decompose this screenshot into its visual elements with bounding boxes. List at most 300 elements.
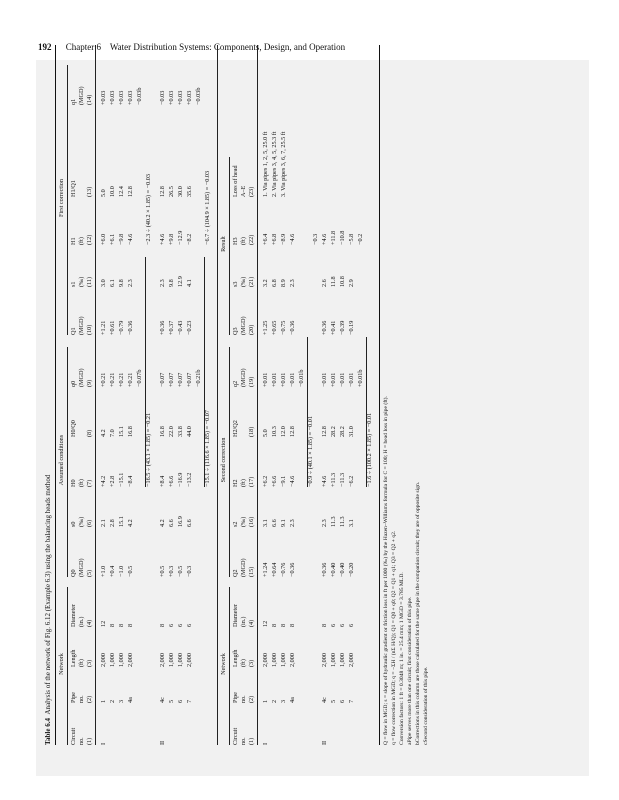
s2-col-number: (3) <box>248 659 255 667</box>
s1-group-header: Network <box>58 653 65 675</box>
s2-col-number: (1) <box>248 737 255 745</box>
s1-cell-note: −0.07b <box>136 369 143 387</box>
s2-cell: +0.01 <box>280 372 287 387</box>
s1-col-number: (2) <box>86 695 93 703</box>
s1-cell: 15.1 <box>118 516 125 527</box>
s1-cell: −16.9 <box>177 472 184 487</box>
s2-cell: 12.0 <box>280 426 287 437</box>
s1-cell: +0.21 <box>100 372 107 387</box>
s1-sum-rule <box>204 257 205 487</box>
s2-cell: −0.40 <box>339 562 346 577</box>
s1-cell: 8 <box>159 623 166 627</box>
s1-cell: 4.2 <box>127 519 134 527</box>
s1-col-number: (10) <box>86 324 93 335</box>
s1-cell: −0.3 <box>186 565 193 577</box>
s1-col-header: (ft) <box>78 237 85 245</box>
s1-col-header: Circuit <box>70 727 77 745</box>
s1-col-header: no. <box>78 695 85 703</box>
s1-cell: +0.61 <box>109 320 116 335</box>
s1-cell: −8.2 <box>186 233 193 245</box>
s1-cell: −0.5 <box>127 565 134 577</box>
s1-group-header: Assumed conditions <box>58 434 65 486</box>
s1-col-number: (1) <box>86 737 93 745</box>
s1-col-number: (4) <box>86 619 93 627</box>
s1-cell: +0.36 <box>159 320 166 335</box>
s2-group-rule <box>229 157 230 335</box>
s2-col-header: (MGD) <box>240 558 247 577</box>
s2-cell: 12 <box>262 620 269 627</box>
s2-cell-note: +0.01b <box>357 369 364 387</box>
s1-col-number: (9) <box>86 379 93 387</box>
s2-end-rule <box>379 45 380 745</box>
s2-cell: 3.2 <box>262 279 269 287</box>
s2-cell: 1,000 <box>280 653 287 667</box>
s2-col-header: (ft) <box>240 479 247 487</box>
s2-cell: +0.36 <box>321 320 328 335</box>
s2-cell: −5.8 <box>348 233 355 245</box>
s2-cell: 6 <box>339 699 346 703</box>
s2-cell: +0.65 <box>271 320 278 335</box>
s2-cell: −0.3 <box>312 233 319 245</box>
s1-cell: 2.3 <box>159 279 166 287</box>
s1-cell: 5.0 <box>100 189 107 197</box>
s1-cell: +6.6 <box>168 475 175 487</box>
s1-col-header: Q0 <box>70 569 77 577</box>
s2-cell: 2.3 <box>321 519 328 527</box>
s2-cell: −0.20 <box>348 562 355 577</box>
s1-cell: 6 <box>186 623 193 627</box>
s2-group-header: Network <box>220 653 227 675</box>
s2-col-header: (ft) <box>240 659 247 667</box>
s1-cell: 6 <box>168 623 175 627</box>
s1-cell: 2,000 <box>100 653 107 667</box>
s2-cell: 12.8 <box>289 426 296 437</box>
s2-col-number: (2) <box>248 695 255 703</box>
s1-cell: 8 <box>109 623 116 627</box>
s2-col-header: no. <box>240 737 247 745</box>
s2-col-header: H2/Q2 <box>232 420 239 437</box>
s2-cell: 10.8 <box>339 276 346 287</box>
s2-cell: −0.01 <box>321 372 328 387</box>
s2-cell: 1. Via pipes 1, 2, 5, 25.0 ft <box>262 131 269 197</box>
s2-cell: 31.0 <box>348 426 355 437</box>
s1-col-number: (3) <box>86 659 93 667</box>
s1-cell: 4.2 <box>159 519 166 527</box>
s1-group-rule <box>67 347 68 577</box>
s1-col-number: (7) <box>86 479 93 487</box>
s2-header-rule <box>257 45 258 745</box>
s1-cell: +0.21 <box>118 372 125 387</box>
s1-cell: 1,000 <box>109 653 116 667</box>
s2-group-header: Second correction <box>220 437 227 483</box>
s1-cell: 1,000 <box>118 653 125 667</box>
s1-header-rule <box>95 45 96 745</box>
s1-cell-note: −0.03b <box>195 87 202 105</box>
s1-cell: 3 <box>118 699 125 703</box>
s2-cell: +4.6 <box>321 475 328 487</box>
s2-cell: 11.3 <box>339 516 346 527</box>
s1-cell: +0.4 <box>109 565 116 577</box>
s2-cell: 2,000 <box>348 653 355 667</box>
s2-cell: −0.36 <box>289 320 296 335</box>
s1-cell: 10.0 <box>109 186 116 197</box>
s1-sum: −16.5 ÷ (43.1 × 1.85) = −0.21 <box>145 412 152 487</box>
table-footnote: bCorrections in this column are those calculated for the same pipe in the companion circuit; they are of opposite sign. <box>415 481 421 745</box>
s1-cell: −0.03 <box>159 90 166 105</box>
s1-cell: 2.3 <box>127 279 134 287</box>
s2-cell: 2.3 <box>289 279 296 287</box>
s2-col-header: (MGD) <box>240 368 247 387</box>
s2-cell: 6 <box>348 623 355 627</box>
s1-cell: 6 <box>177 623 184 627</box>
s2-cell: 1,000 <box>339 653 346 667</box>
s1-cell: +9.8 <box>168 233 175 245</box>
s2-col-header: (in.) <box>240 616 247 627</box>
s2-col-header: (MGD) <box>240 316 247 335</box>
s1-cell: +4.2 <box>100 475 107 487</box>
s2-group-rule <box>229 587 230 745</box>
s1-cell: 3.0 <box>100 279 107 287</box>
s2-cell: 2,000 <box>321 653 328 667</box>
s1-col-number: (5) <box>86 569 93 577</box>
s1-col-number: (13) <box>86 186 93 197</box>
table-footnote: aPipe serves more than one circuit; first consideration of this pipe. <box>407 596 413 745</box>
s1-col-header: (MGD) <box>78 558 85 577</box>
s2-col-header: (‰) <box>240 276 247 287</box>
s1-col-header: (ft) <box>78 659 85 667</box>
s1-cell: 16.8 <box>159 426 166 437</box>
s2-col-number: (4) <box>248 619 255 627</box>
s1-col-header: no. <box>78 737 85 745</box>
s2-cell: 6 <box>339 623 346 627</box>
s1-col-header: H0 <box>70 479 77 487</box>
s2-cell: −4.6 <box>289 233 296 245</box>
s1-col-header: (MGD) <box>78 316 85 335</box>
s1-cell: +0.07 <box>186 372 193 387</box>
s1-col-header: Length <box>70 649 77 667</box>
s2-col-header: q2 <box>232 380 239 387</box>
s2-cell: +0.40 <box>330 562 337 577</box>
s1-col-number: (8) <box>86 429 93 437</box>
s2-cell: 6.6 <box>271 519 278 527</box>
s2-cell: −0.2 <box>357 233 364 245</box>
s2-cell: 8 <box>321 623 328 627</box>
s2-cell: 4a <box>289 697 296 703</box>
s2-cell: 2.3 <box>289 519 296 527</box>
s1-cell: +0.07 <box>168 372 175 387</box>
s2-cell: 6 <box>330 623 337 627</box>
s1-cell: 30.0 <box>177 186 184 197</box>
s1-cell: 2,000 <box>159 653 166 667</box>
s1-cell: +0.03 <box>109 90 116 105</box>
s2-cell-note: −0.01b <box>298 369 305 387</box>
s1-cell: +0.3 <box>168 565 175 577</box>
s1-cell: 6.6 <box>168 519 175 527</box>
s2-cell: +4.6 <box>321 233 328 245</box>
s2-cell: 8.9 <box>280 279 287 287</box>
s1-cell: −0.36 <box>127 320 134 335</box>
s2-cell: +6.8 <box>271 233 278 245</box>
s2-cell: −10.8 <box>339 230 346 245</box>
s2-cell: −11.3 <box>339 472 346 487</box>
s1-cell: −13.2 <box>186 472 193 487</box>
s2-cell: 28.2 <box>339 426 346 437</box>
s2-col-number: (22) <box>248 234 255 245</box>
rotated-table <box>45 45 585 745</box>
s2-cell: +0.36 <box>321 562 328 577</box>
s2-cell: −0.19 <box>348 320 355 335</box>
s2-col-number: (17) <box>248 476 255 487</box>
s1-col-number: (6) <box>86 519 93 527</box>
s1-col-header: s0 <box>70 521 77 527</box>
s1-col-header: (‰) <box>78 516 85 527</box>
s1-col-header: q0 <box>70 380 77 387</box>
s2-cell: 2,000 <box>289 653 296 667</box>
s1-cell: −0.07 <box>159 372 166 387</box>
s1-cell: 8 <box>118 623 125 627</box>
s2-cell: 2. Via pipes 3, 4, 5, 25.3 ft <box>271 131 278 197</box>
s1-cell: II <box>159 740 166 745</box>
s1-cell: 12.8 <box>159 186 166 197</box>
s1-group-rule <box>67 65 68 335</box>
s1-col-number: (14) <box>86 94 93 105</box>
s2-cell: +0.41 <box>330 320 337 335</box>
s1-cell: −15.1 <box>118 472 125 487</box>
s2-cell: −0.36 <box>289 562 296 577</box>
s1-cell: −0.43 <box>177 320 184 335</box>
s1-cell: 6.6 <box>186 519 193 527</box>
s2-cell: +0.01 <box>262 372 269 387</box>
s1-col-header: H0/Q0 <box>70 420 77 437</box>
s2-cell: 10.3 <box>271 426 278 437</box>
s1-cell: +0.5 <box>159 565 166 577</box>
s1-cell: +6.0 <box>100 233 107 245</box>
s1-cell: 6 <box>177 699 184 703</box>
s2-cell: 11.3 <box>330 516 337 527</box>
s2-cell: −6.2 <box>348 475 355 487</box>
s1-cell: +0.21 <box>109 372 116 387</box>
s2-col-number: (20) <box>248 324 255 335</box>
s2-col-header: Loss of head <box>232 165 239 197</box>
s2-cell: 1,000 <box>271 653 278 667</box>
s2-col-number: (16) <box>248 516 255 527</box>
s2-cell: +0.01 <box>271 372 278 387</box>
s2-sum: −0.9 ÷ (40.1 × 1.85) = −0.01 <box>307 416 314 487</box>
s2-cell: −0.76 <box>280 562 287 577</box>
s2-cell: 8 <box>289 623 296 627</box>
s2-cell: −0.01 <box>289 372 296 387</box>
s2-cell: 2.6 <box>321 279 328 287</box>
s1-cell: 2.8 <box>109 519 116 527</box>
s2-cell: II <box>321 740 328 745</box>
s1-cell: +0.07 <box>177 372 184 387</box>
s2-cell: +0.01 <box>330 372 337 387</box>
s1-cell: −12.9 <box>177 230 184 245</box>
s1-cell: +0.37 <box>168 320 175 335</box>
s2-cell: +6.2 <box>262 475 269 487</box>
s2-cell: 2,000 <box>262 653 269 667</box>
s2-col-number: (15) <box>248 566 255 577</box>
table-footnote: Conversion factors: 1 ft = 0.3048 m; 1 in. = 25.4 mm; 1 MGD = 3.785 MLD. <box>399 572 405 745</box>
s1-cell: 2,000 <box>127 653 134 667</box>
s1-col-header: Pipe <box>70 691 77 703</box>
s2-col-header: A–E <box>240 185 247 197</box>
chapter-label: Chapter 6 <box>65 42 101 52</box>
s2-sum-rule <box>366 337 367 487</box>
s2-cell: +1.25 <box>262 320 269 335</box>
s1-cell: +6.1 <box>109 233 116 245</box>
s1-cell: 7 <box>186 699 193 703</box>
s2-cell: −4.6 <box>289 475 296 487</box>
s2-cell: +1.24 <box>262 562 269 577</box>
s1-col-number: (11) <box>86 276 93 287</box>
s1-cell: 12.9 <box>177 276 184 287</box>
s2-col-number: (21) <box>248 276 255 287</box>
s1-cell: +0.21 <box>127 372 134 387</box>
s1-cell: +0.03 <box>177 90 184 105</box>
s1-sum: −6.7 ÷ (104.9 × 1.85) = −0.03 <box>204 170 211 245</box>
s1-cell: +0.03 <box>186 90 193 105</box>
s2-cell: 3. Via pipes 3, 6, 7, 25.5 ft <box>280 131 287 197</box>
table-footnote: Q = flow in MGD; s = slope of hydraulic gradient or friction loss in ft per 1000 (‰) by the Hazen–Williams formula for C = 100; H = head loss in pipe (ft). <box>383 396 389 745</box>
s2-cell: I <box>262 742 269 745</box>
s2-cell: 8 <box>280 623 287 627</box>
s2-cell: 11.8 <box>330 276 337 287</box>
s1-col-header: q1 <box>70 98 77 105</box>
s1-cell-note: −0.21b <box>195 369 202 387</box>
s1-cell: 1,000 <box>168 653 175 667</box>
s1-cell: 12.4 <box>118 186 125 197</box>
s1-cell: 1 <box>100 699 107 703</box>
s2-col-header: Diameter <box>232 603 239 627</box>
s2-cell: −8.9 <box>280 233 287 245</box>
s1-cell: 7.0 <box>109 429 116 437</box>
s1-cell: 12.8 <box>127 186 134 197</box>
s1-cell: 15.1 <box>118 426 125 437</box>
s1-cell: −1.0 <box>118 565 125 577</box>
s1-cell: +0.03 <box>118 90 125 105</box>
s2-cell: 28.2 <box>330 426 337 437</box>
s2-col-number: (23) <box>248 186 255 197</box>
s1-cell: +4.6 <box>159 233 166 245</box>
s2-cell: +0.64 <box>271 562 278 577</box>
s2-cell: 7 <box>348 699 355 703</box>
s1-col-header: Diameter <box>70 603 77 627</box>
table-footnote: cSecond consideration of this pipe. <box>423 666 429 745</box>
s2-cell: −0.01 <box>339 372 346 387</box>
s1-cell: +0.03 <box>100 90 107 105</box>
s2-col-header: no. <box>240 695 247 703</box>
s2-cell: 3 <box>280 699 287 703</box>
s2-cell: +6.4 <box>262 233 269 245</box>
s2-col-header: Pipe <box>232 691 239 703</box>
s2-col-header: H3 <box>232 237 239 245</box>
s1-cell: 33.8 <box>177 426 184 437</box>
s1-cell: +8.4 <box>159 475 166 487</box>
s2-col-header: s3 <box>232 281 239 287</box>
s2-cell: 6.8 <box>271 279 278 287</box>
s2-group-header: Result <box>220 236 227 252</box>
s1-cell: 4.1 <box>186 279 193 287</box>
s1-group-rule <box>67 587 68 745</box>
s1-cell: +0.03 <box>127 90 134 105</box>
s2-cell: 5 <box>330 699 337 703</box>
s1-cell: 26.5 <box>168 186 175 197</box>
table-caption: Table 6.4 Analysis of the network of Fig. 6.12 (Example 6.3) using the balancing heads method <box>44 474 52 745</box>
s1-cell: 1,000 <box>177 653 184 667</box>
s2-cell: 9.1 <box>280 519 287 527</box>
s1-col-number: (12) <box>86 234 93 245</box>
s1-col-header: H1 <box>70 237 77 245</box>
table-footnote: q = flow correction in MGD; q = −ΣH / (nΣ H/Q); Q1 = Q0 + q0; Q2 = Q1 + q1; Q3 = Q2 + q2. <box>391 530 397 745</box>
s2-cell: 1 <box>262 699 269 703</box>
s1-cell: 4c <box>159 697 166 703</box>
s1-cell: +1.0 <box>100 565 107 577</box>
s2-cell: +11.3 <box>330 472 337 487</box>
s1-cell: 5 <box>168 699 175 703</box>
s2-group-rule <box>229 347 230 577</box>
s1-cell: 4.2 <box>100 429 107 437</box>
s2-sum: −1.6 ÷ (100.2 × 1.85) = −0.01 <box>366 412 373 487</box>
s1-cell: 9.8 <box>118 279 125 287</box>
s2-col-header: Q2 <box>232 569 239 577</box>
s2-cell: −9.1 <box>280 475 287 487</box>
s2-cell: 12.8 <box>321 426 328 437</box>
s1-col-header: s1 <box>70 281 77 287</box>
s2-cell: +11.8 <box>330 230 337 245</box>
s2-col-header: Q3 <box>232 327 239 335</box>
s1-col-header: (in.) <box>78 616 85 627</box>
rule-top <box>55 45 56 745</box>
s1-col-header: H1/Q1 <box>70 180 77 197</box>
s2-cell: 4c <box>321 697 328 703</box>
s1-cell: +1.21 <box>100 320 107 335</box>
s2-cell: 8 <box>271 623 278 627</box>
s1-cell: 4a <box>127 697 134 703</box>
s1-cell: +2.8 <box>109 475 116 487</box>
s2-cell: −0.75 <box>280 320 287 335</box>
s2-cell: 5.0 <box>262 429 269 437</box>
s1-col-header: (MGD) <box>78 86 85 105</box>
s1-col-header: (‰) <box>78 276 85 287</box>
s1-cell: 16.8 <box>127 426 134 437</box>
s1-cell: 44.0 <box>186 426 193 437</box>
s2-col-header: (‰) <box>240 516 247 527</box>
s2-col-header: Length <box>232 649 239 667</box>
s1-sum: −15.1 ÷ (116.6 × 1.85) = −0.07 <box>204 410 211 487</box>
s1-cell: 2 <box>109 699 116 703</box>
s1-cell: −0.79 <box>118 320 125 335</box>
s2-cell: 2.9 <box>348 279 355 287</box>
s2-col-number: (19) <box>248 376 255 387</box>
s2-sum-rule <box>307 337 308 487</box>
s2-col-number: (18) <box>248 426 255 437</box>
s1-end-rule <box>217 45 218 745</box>
s1-cell: 6.1 <box>109 279 116 287</box>
s1-cell: I <box>100 742 107 745</box>
s1-cell: 22.0 <box>168 426 175 437</box>
s1-cell: −8.4 <box>127 475 134 487</box>
s1-cell-note: −0.03b <box>136 87 143 105</box>
s1-col-header: Q1 <box>70 327 77 335</box>
s1-cell: −4.6 <box>127 233 134 245</box>
s2-cell: 2 <box>271 699 278 703</box>
s1-cell: 8 <box>127 623 134 627</box>
s1-col-header: (MGD) <box>78 368 85 387</box>
s1-cell: −0.5 <box>177 565 184 577</box>
s2-col-header: (ft) <box>240 237 247 245</box>
s1-sum: −2.3 ÷ (40.2 × 1.85) = −0.03 <box>145 174 152 245</box>
